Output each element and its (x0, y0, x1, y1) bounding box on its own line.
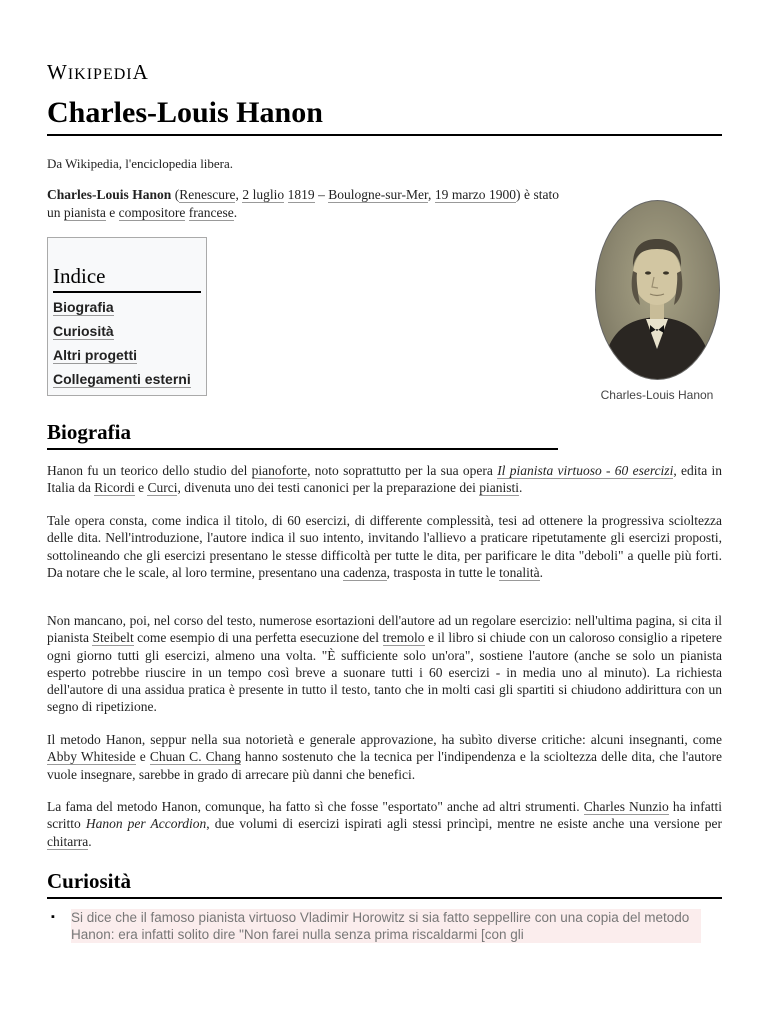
section-heading-curiosita: Curiosità (47, 869, 722, 899)
infobox-figure (587, 200, 727, 402)
toc-item-biografia[interactable]: Biografia (53, 299, 114, 315)
link-ricordi[interactable]: Ricordi (94, 480, 135, 496)
link-pianisti[interactable]: pianisti (479, 480, 519, 496)
page-title: Charles-Louis Hanon (47, 96, 722, 136)
toc-title: Indice (53, 264, 201, 293)
link-abby-whiteside[interactable]: Abby Whiteside (47, 749, 136, 765)
link-chitarra[interactable]: chitarra (47, 833, 89, 849)
link-compositore[interactable]: compositore (118, 205, 186, 220)
section-heading-biografia: Biografia (47, 420, 558, 450)
link-pianoforte[interactable]: pianoforte (251, 463, 308, 478)
paragraph-1: Hanon fu un teorico dello studio del pianoforte, noto soprattutto per la sua opera Il pianista virtuoso - 60 esercizi, edita in Italia da Ricordi e Curci, divenuta uno dei testi canonici per la preparazione dei pianisti. (47, 463, 722, 496)
link-pianista[interactable]: pianista (63, 205, 106, 220)
link-birth-date[interactable]: 2 luglio (242, 187, 285, 202)
paragraph-4: Il metodo Hanon, seppur nella sua notorietà e generale approvazione, ha subìto diverse critiche: alcuni insegnanti, come Abby Whiteside e Chuan C. Chang hanno sostenuto che la tecnica per l'indipendenza e la scioltezza delle dita, che l'autore vuole insegnare, sarebbe in grado di arrecare più danni che benefici. (47, 732, 722, 782)
link-chuan-c-chang[interactable]: Chuan C. Chang (149, 749, 241, 765)
portrait-image[interactable] (595, 200, 720, 380)
lead-paragraph: Charles-Louis Hanon (Renescure, 2 luglio 1819 – Boulogne-sur-Mer, 19 marzo 1900) è stato un pianista e compositore francese. (47, 187, 559, 220)
link-il-pianista-virtuoso[interactable]: Il pianista virtuoso - 60 esercizi (497, 463, 674, 478)
link-tonalita[interactable]: tonalità (499, 564, 540, 580)
toc-item-collegamenti-esterni[interactable]: Collegamenti esterni (53, 371, 191, 387)
wikipedia-logo[interactable]: WIKIPEDIA (47, 60, 149, 84)
link-boulogne[interactable]: Boulogne-sur-Mer (328, 187, 428, 202)
link-steibelt[interactable]: Steibelt (92, 630, 134, 646)
link-francese[interactable]: francese (188, 205, 234, 220)
link-cadenza[interactable]: cadenza (343, 564, 387, 580)
link-death-date[interactable]: 19 marzo 1900 (434, 187, 517, 202)
link-tremolo[interactable]: tremolo (382, 630, 425, 646)
curiosita-list-item: ▪ Si dice che il famoso pianista virtuoso Vladimir Horowitz si sia fatto seppellire con una copia del metodo Hanon: era infatti solito dire "Non farei nulla senza prima riscaldarmi [con gli (71, 909, 701, 943)
link-renescure[interactable]: Renescure (179, 187, 236, 202)
paragraph-2: Tale opera consta, come indica il titolo, di 60 esercizi, di differente complessità, tesi ad ottenere la progressiva scioltezza delle dita. Nell'introduzione, l'autore indica il suo intento, invitando l'allievo a praticare ripetutamente gli esercizi proposti, sottolineando che gli esercizi presentano le stesse difficoltà per tutte le dita, per parificare le dita "deboli" a quelle più forti. Da notare che le scale, al loro termine, presentano una cadenza, trasposta in tutte le tonalità. (47, 513, 722, 580)
figure-caption: Charles-Louis Hanon (600, 388, 714, 402)
paragraph-3: Non mancano, poi, nel corso del testo, numerose esortazioni dell'autore ad un regolare esercizio: nell'ultima pagina, si cita il pianista Steibelt come esempio di una perfetta esecuzione del tremolo e il libro si chiude con un caloroso consiglio a ripetere ogni giorno tutti gli esercizi, almeno una volta. "È sufficiente solo un'ora", sostiene l'autore (anche se solo un pianista esperto potrebbe riuscire in un tempo così breve a suonare tutti i 60 esercizi - in media uno al minuto). La richiesta dell'autore di una assidua pratica è presente in tutto il testo, tanto che in molti casi gli spartiti si chiudono addirittura con un segno di ripetizione. (47, 613, 722, 715)
link-birth-year[interactable]: 1819 (287, 187, 315, 202)
portrait-drawing (596, 201, 719, 379)
page-subtitle: Da Wikipedia, l'enciclopedia libera. (47, 156, 234, 171)
toc-item-curiosita[interactable]: Curiosità (53, 323, 114, 339)
link-charles-nunzio[interactable]: Charles Nunzio (583, 799, 669, 814)
link-curci[interactable]: Curci (147, 480, 178, 496)
table-of-contents (47, 237, 207, 396)
toc-item-altri-progetti[interactable]: Altri progetti (53, 347, 137, 363)
paragraph-5: La fama del metodo Hanon, comunque, ha fatto sì che fosse "esportato" anche ad altri strumenti. Charles Nunzio ha infatti scritto Hanon per Accordion, due volumi di esercizi ispirati agli stessi princìpi, mentre ne esiste anche una versione per chitarra. (47, 799, 722, 849)
subject-name: Charles-Louis Hanon (47, 187, 172, 202)
